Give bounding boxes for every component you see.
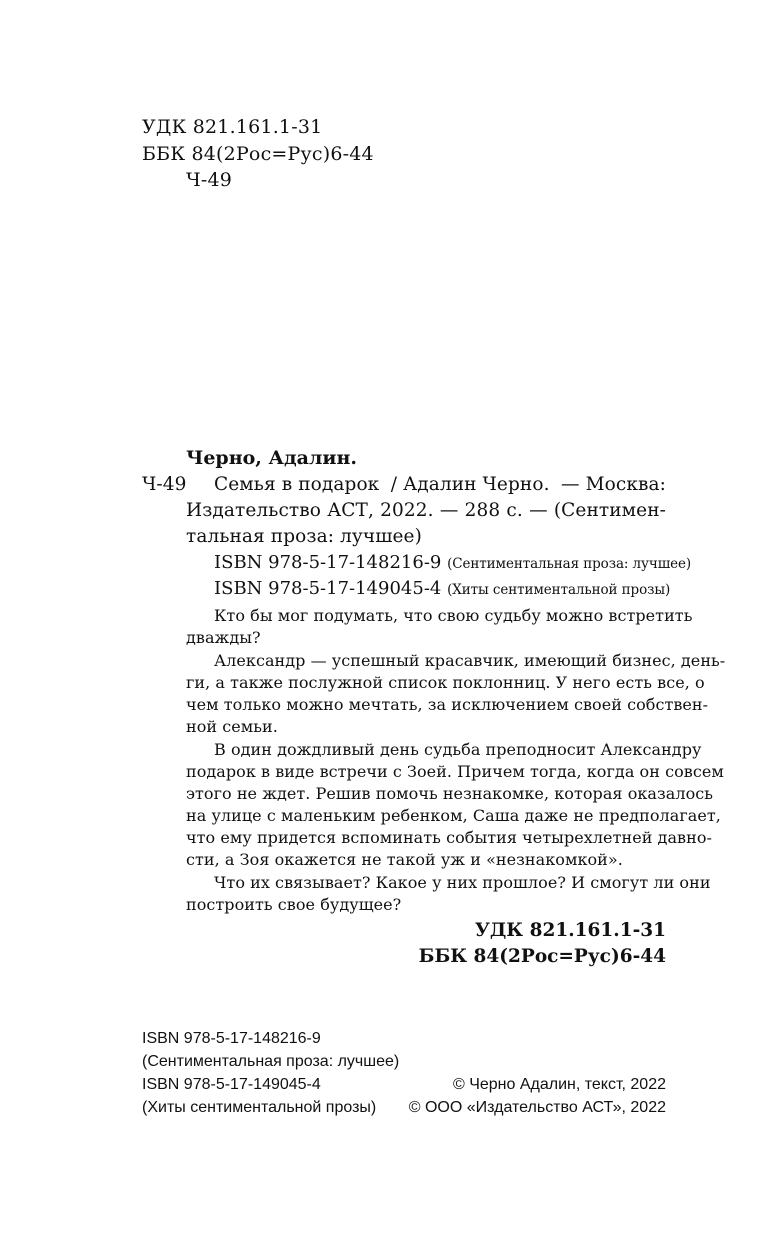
annotation-line: этого не ждет. Решив помочь незнакомке, которая оказалось: [186, 784, 714, 803]
record-place: — Москва:: [561, 474, 666, 495]
record-isbn-1: [214, 552, 691, 573]
record-responsibility: / Адалин Черно.: [390, 474, 550, 495]
header-bbk: ББК 84(2Рос=Рус)6-44: [142, 143, 374, 165]
record-line-3: тальная проза: лучшее): [186, 526, 422, 547]
record-isbn-1-note: (Сентиментальная проза: лучшее): [447, 556, 692, 572]
record-isbn-2-number: ISBN 978-5-17-149045-4: [214, 578, 442, 599]
annotation-line: что ему придется вспоминать события четырехлетней давно-: [186, 828, 712, 847]
record-author: Черно, Адалин.: [186, 447, 357, 469]
record-isbn-2: [214, 578, 670, 599]
record-line-1: [214, 474, 666, 495]
record-isbn-1-number: ISBN 978-5-17-148216-9: [214, 552, 442, 573]
classification-bbk: ББК 84(2Рос=Рус)6-44: [418, 946, 666, 967]
footer-isbn-1-note: (Сентиментальная проза: лучшее): [142, 1053, 400, 1070]
classification-udk: УДК 821.161.1-31: [474, 920, 666, 941]
record-isbn-2-note: (Хиты сентиментальной прозы): [447, 582, 671, 598]
annotation-line: Александр — успешный красавчик, имеющий бизнес, день-: [214, 651, 726, 670]
header-code: Ч-49: [186, 169, 233, 191]
record-title: Семья в подарок: [214, 474, 380, 495]
header-udk: УДК 821.161.1-31: [142, 116, 323, 138]
footer-isbn-2-note: (Хиты сентиментальной прозы): [142, 1099, 377, 1116]
record-line-2: Издательство АСТ, 2022. — 288 с. — (Сентимен-: [186, 500, 666, 521]
annotation-line: дважды?: [186, 628, 261, 647]
annotation-line: чем только можно мечтать, за исключением своей собствен-: [186, 695, 709, 714]
annotation-line: В один дождливый день судьба преподносит Александру: [214, 740, 702, 759]
record-code: Ч-49: [142, 474, 187, 495]
annotation-line: сти, а Зоя окажется не такой уж и «незнакомкой».: [186, 850, 623, 869]
annotation-line: ги, а также послужной список поклонниц. У него есть все, о: [186, 673, 705, 692]
footer-copyright-publisher: © ООО «Издательство АСТ», 2022: [408, 1099, 666, 1116]
annotation-line: Что их связывает? Какое у них прошлое? И смогут ли они: [214, 873, 711, 892]
annotation-line: подарок в виде встречи с Зоей. Причем тогда, когда он совсем: [186, 762, 724, 781]
footer-isbn-1: ISBN 978-5-17-148216-9: [142, 1030, 321, 1047]
footer-isbn-2: ISBN 978-5-17-149045-4: [142, 1076, 321, 1093]
annotation-line: Кто бы мог подумать, что свою судьбу можно встретить: [214, 606, 693, 625]
footer-copyright-author: © Черно Адалин, текст, 2022: [452, 1076, 666, 1093]
annotation-line: ной семьи.: [186, 717, 278, 736]
annotation-line: построить свое будущее?: [186, 895, 402, 914]
annotation-line: на улице с маленьким ребенком, Саша даже не предполагает,: [186, 806, 721, 825]
